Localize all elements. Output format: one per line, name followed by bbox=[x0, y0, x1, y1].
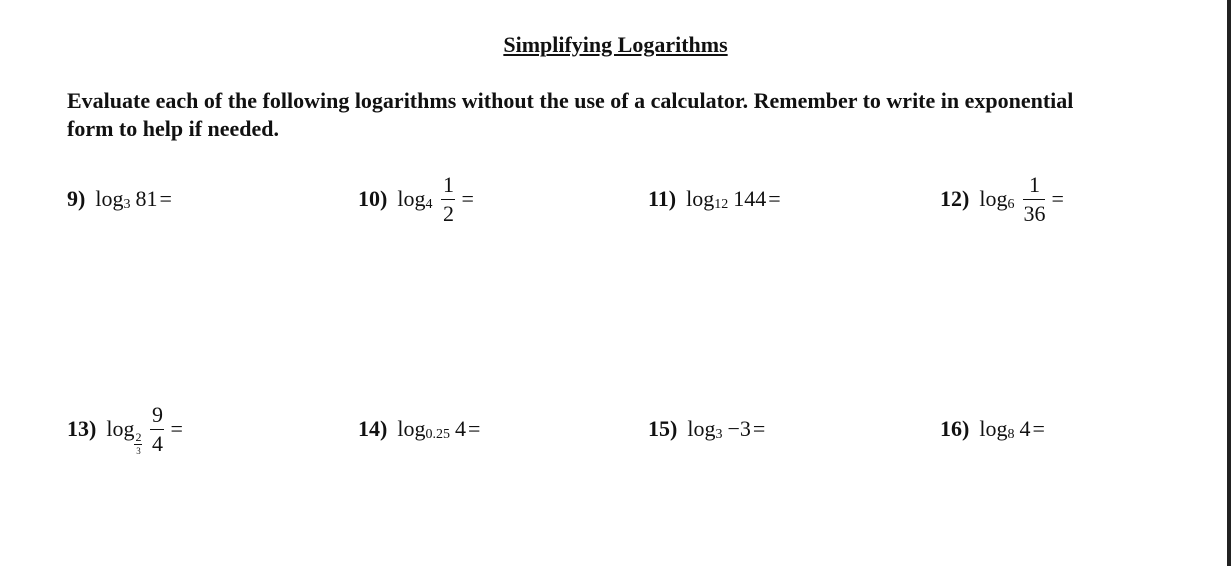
log-base: 6 bbox=[1007, 197, 1015, 212]
log-word: log bbox=[397, 416, 426, 441]
page-edge bbox=[1227, 0, 1231, 566]
fraction-bar bbox=[134, 444, 142, 445]
log-argument: 4 bbox=[454, 416, 466, 441]
problem-9 bbox=[67, 164, 172, 234]
log-argument: 144 bbox=[733, 186, 767, 211]
log-argument: −3 bbox=[727, 416, 751, 441]
equals-sign: = bbox=[752, 416, 766, 441]
fraction-bar bbox=[150, 429, 164, 430]
page-title: Simplifying Logarithms bbox=[503, 32, 728, 57]
equals-sign: = bbox=[159, 186, 172, 211]
base-denominator: 3 bbox=[136, 445, 141, 456]
log-expression bbox=[979, 173, 1064, 226]
problem-number: 11) bbox=[648, 186, 677, 211]
fraction-argument bbox=[1023, 173, 1045, 226]
problem-11 bbox=[648, 164, 781, 234]
fraction-bar bbox=[441, 199, 455, 200]
log-expression bbox=[95, 186, 172, 212]
problem-number: 10) bbox=[358, 186, 388, 211]
problem-13 bbox=[67, 394, 183, 464]
log-base: 12 bbox=[714, 197, 729, 212]
log-word: log bbox=[686, 186, 715, 211]
fraction-argument bbox=[441, 173, 455, 226]
log-word: log bbox=[106, 416, 135, 441]
fraction-base bbox=[134, 431, 142, 456]
fraction-numerator: 9 bbox=[151, 401, 163, 427]
equals-sign: = bbox=[461, 186, 474, 211]
fraction-argument bbox=[150, 403, 164, 456]
equals-sign: = bbox=[467, 416, 481, 441]
base-numerator: 2 bbox=[135, 429, 142, 444]
equals-sign: = bbox=[170, 416, 183, 441]
problem-12 bbox=[940, 164, 1064, 234]
log-expression bbox=[397, 416, 480, 442]
problem-14 bbox=[358, 394, 480, 464]
fraction-bar bbox=[1023, 199, 1045, 200]
log-word: log bbox=[979, 186, 1008, 211]
log-word: log bbox=[687, 416, 716, 441]
fraction-denominator: 2 bbox=[442, 200, 454, 226]
log-base: 3 bbox=[715, 427, 723, 442]
problem-number: 16) bbox=[940, 416, 970, 441]
problem-number: 12) bbox=[940, 186, 970, 211]
problem-16 bbox=[940, 394, 1045, 464]
log-word: log bbox=[397, 186, 426, 211]
fraction-denominator: 4 bbox=[151, 430, 163, 456]
equals-sign: = bbox=[1032, 416, 1045, 441]
log-word: log bbox=[95, 186, 124, 211]
log-expression bbox=[397, 173, 474, 226]
log-argument: 81 bbox=[135, 186, 158, 211]
log-expression bbox=[106, 403, 183, 456]
log-base: 4 bbox=[425, 197, 433, 212]
problem-15 bbox=[648, 394, 765, 464]
equals-sign: = bbox=[1051, 186, 1064, 211]
log-base: 3 bbox=[123, 197, 131, 212]
instructions-text: Evaluate each of the following logarithms without the use of a calculator. Remember to write in exponential form to help if needed. bbox=[67, 88, 1074, 141]
fraction-numerator: 1 bbox=[442, 171, 454, 197]
log-expression bbox=[979, 416, 1045, 442]
log-expression bbox=[686, 186, 781, 212]
equals-sign: = bbox=[768, 186, 781, 211]
problem-10 bbox=[358, 164, 474, 234]
problem-number: 9) bbox=[67, 186, 86, 211]
log-expression bbox=[687, 416, 765, 442]
fraction-numerator: 1 bbox=[1028, 171, 1040, 197]
problem-number: 13) bbox=[67, 416, 97, 441]
problem-number: 15) bbox=[648, 416, 678, 441]
log-word: log bbox=[979, 416, 1008, 441]
log-argument: 4 bbox=[1019, 416, 1031, 441]
fraction-denominator: 36 bbox=[1023, 200, 1046, 226]
problem-number: 14) bbox=[358, 416, 388, 441]
log-base: 8 bbox=[1007, 427, 1015, 442]
log-base: 0.25 bbox=[425, 427, 450, 442]
